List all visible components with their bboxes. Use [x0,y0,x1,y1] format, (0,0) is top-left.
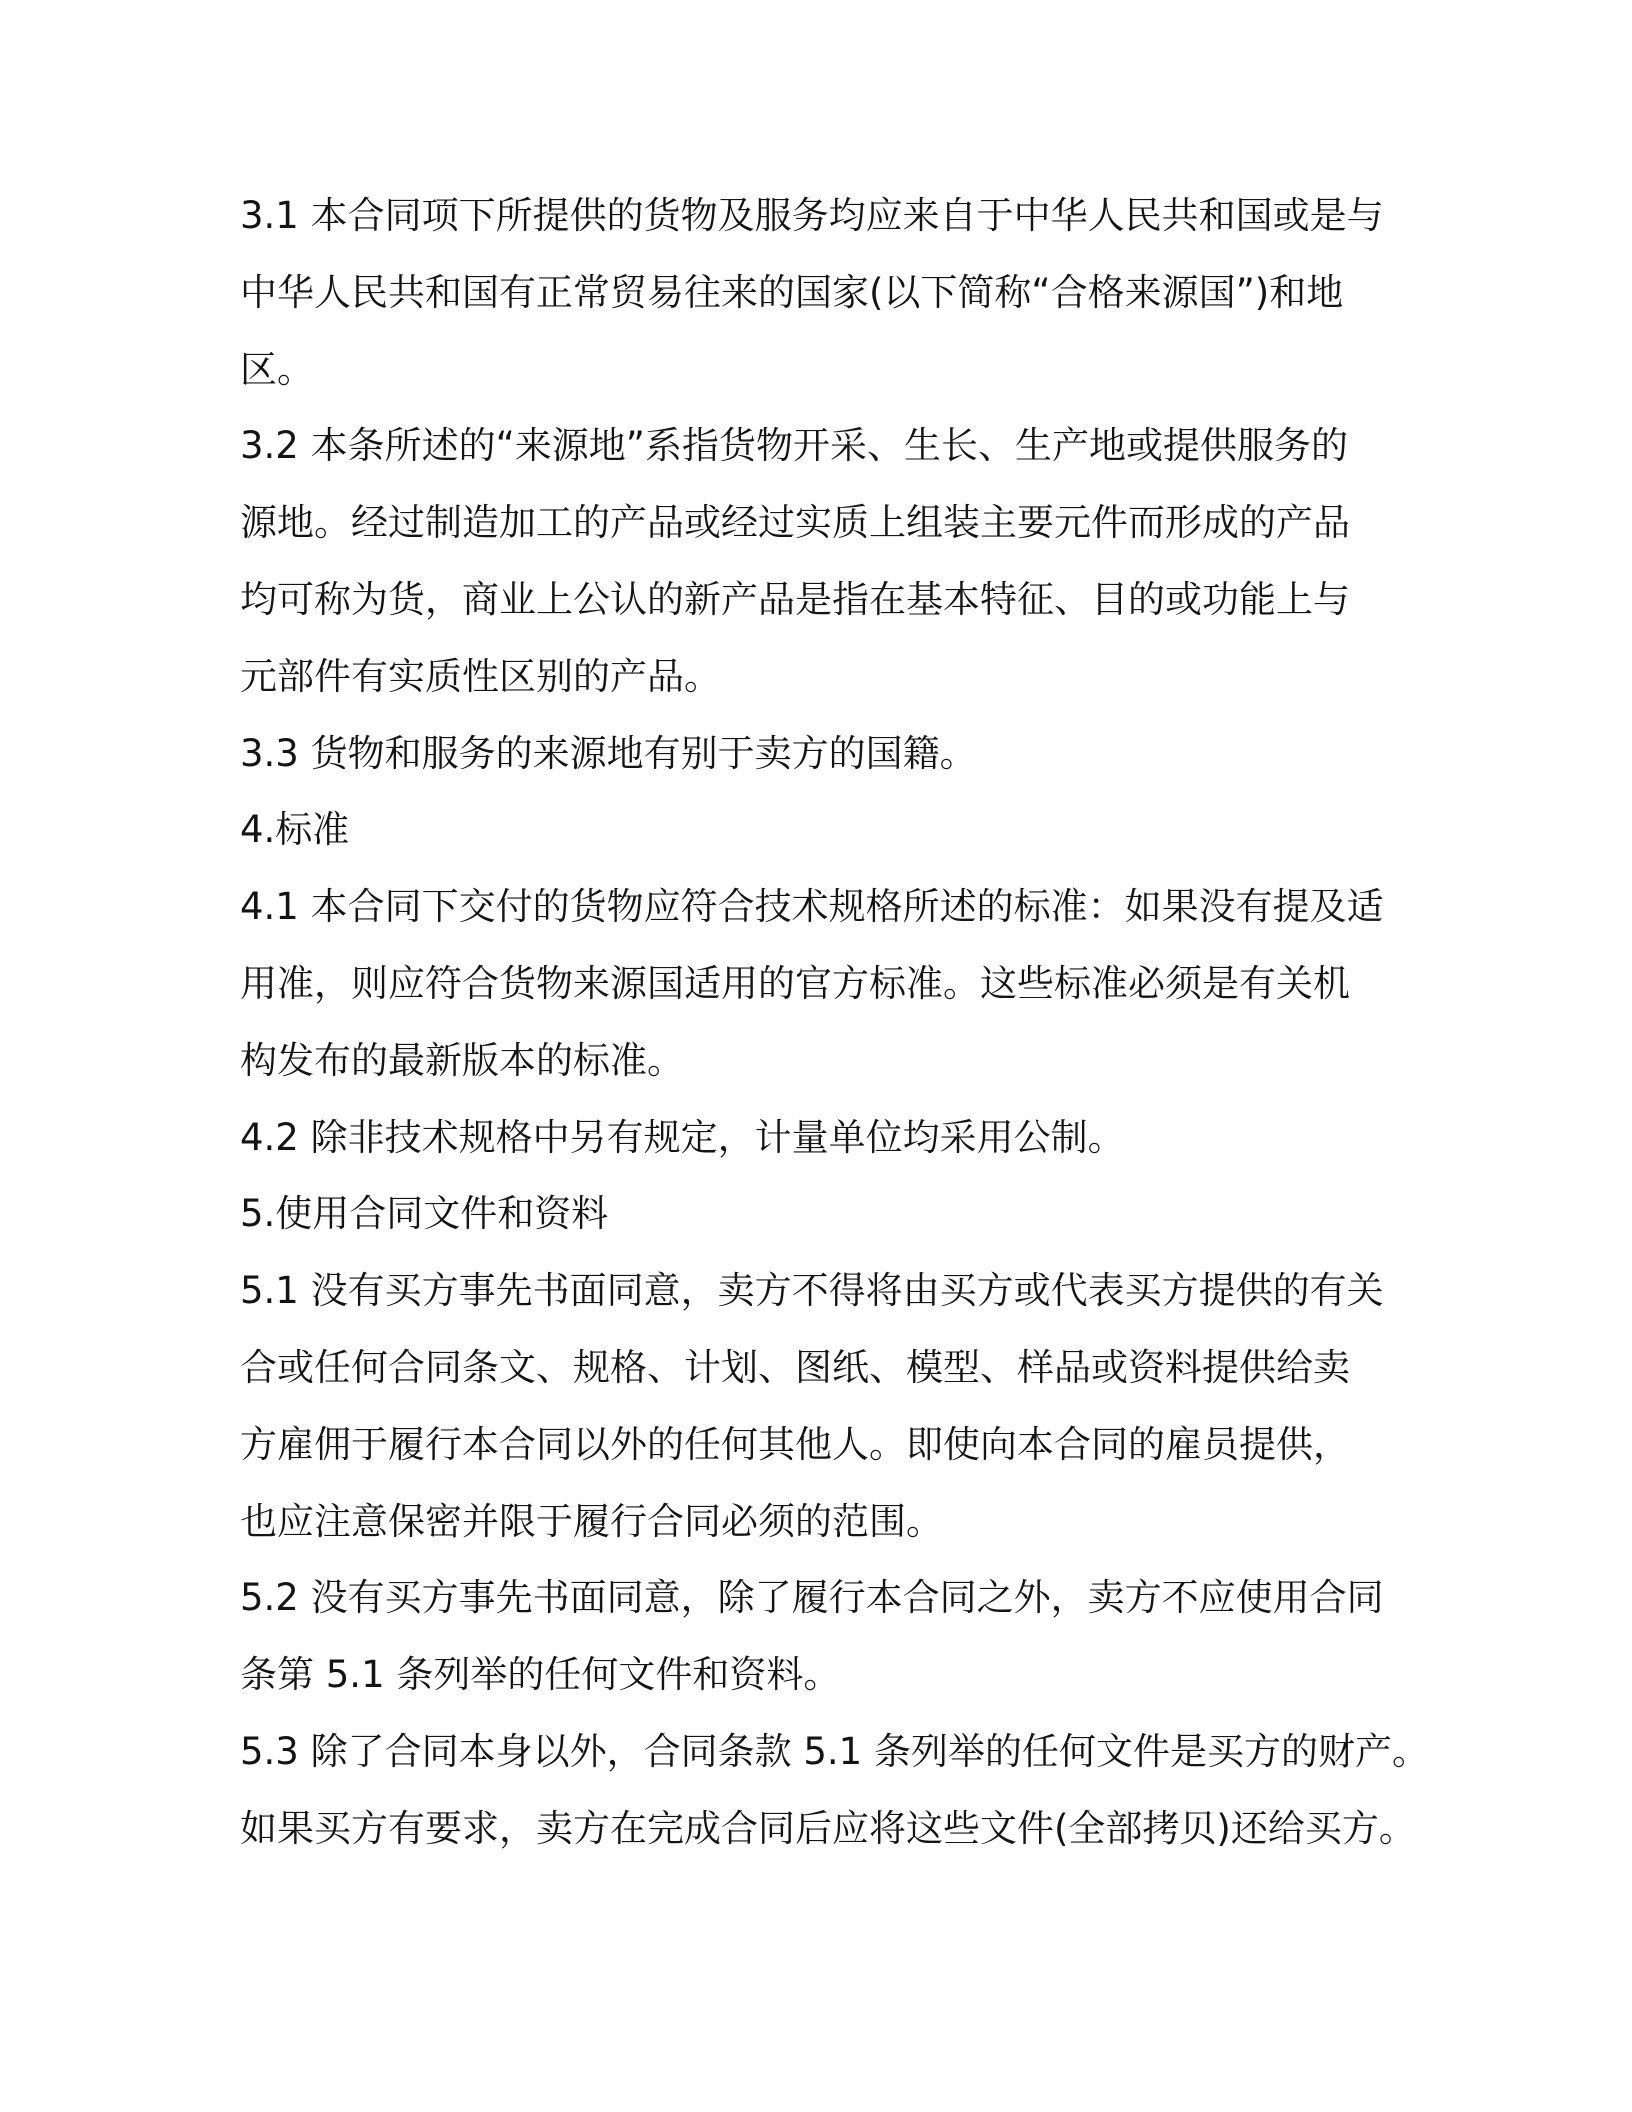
text-line: 中华人民共和国有正常贸易往来的国家(以下简称“合格来源国”)和地 [240,270,1344,314]
text-line: 5.1 没有买方事先书面同意，卖方不得将由买方或代表买方提供的有关 [240,1269,1384,1313]
text-line: 3.3 货物和服务的来源地有别于卖方的国籍。 [240,731,977,775]
clause-3-1 [240,178,1580,408]
text-line: 条第 5.1 条列举的任何文件和资料。 [240,1653,841,1697]
clause-5-1 [240,1253,1580,1560]
text-line: 合或任何合同条文、规格、计划、图纸、模型、样品或资料提供给卖 [240,1345,1350,1389]
section-heading: 4.标准 [240,808,350,852]
section-heading-4 [240,792,1580,869]
document-body [240,178,1580,1868]
clause-4-2 [240,1100,1580,1177]
clause-5-2 [240,1560,1580,1714]
text-line: 如果买方有要求，卖方在完成合同后应将这些文件(全部拷贝)还给买方。 [240,1806,1416,1850]
text-line: 5.3 除了合同本身以外，合同条款 5.1 条列举的任何文件是买方的财产。 [240,1729,1429,1773]
clause-4-1 [240,869,1580,1099]
section-heading: 5.使用合同文件和资料 [240,1192,609,1236]
text-line: 4.2 除非技术规格中另有规定，计量单位均采用公制。 [240,1115,1125,1159]
text-line: 用准，则应符合货物来源国适用的官方标准。这些标准必须是有关机 [240,961,1350,1005]
clause-3-2 [240,408,1580,715]
text-line: 也应注意保密并限于履行合同必须的范围。 [240,1499,943,1543]
text-line: 源地。经过制造加工的产品或经过实质上组装主要元件而形成的产品 [240,501,1350,545]
text-line: 均可称为货，商业上公认的新产品是指在基本特征、目的或功能上与 [240,577,1350,621]
text-line: 3.1 本合同项下所提供的货物及服务均应来自于中华人民共和国或是与 [240,194,1384,237]
clause-5-3 [240,1714,1580,1868]
text-line: 3.2 本条所述的“来源地”系指货物开采、生长、生产地或提供服务的 [240,424,1348,468]
clause-3-3 [240,716,1580,793]
text-line: 构发布的最新版本的标准。 [240,1038,684,1082]
text-line: 元部件有实质性区别的产品。 [240,654,721,698]
section-heading-5 [240,1176,1580,1253]
text-line: 区。 [240,347,314,391]
text-line: 方雇佣于履行本合同以外的任何其他人。即使向本合同的雇员提供， [240,1422,1350,1466]
text-line: 4.1 本合同下交付的货物应符合技术规格所述的标准：如果没有提及适 [240,885,1384,929]
text-line: 5.2 没有买方事先书面同意，除了履行本合同之外，卖方不应使用合同 [240,1576,1384,1620]
